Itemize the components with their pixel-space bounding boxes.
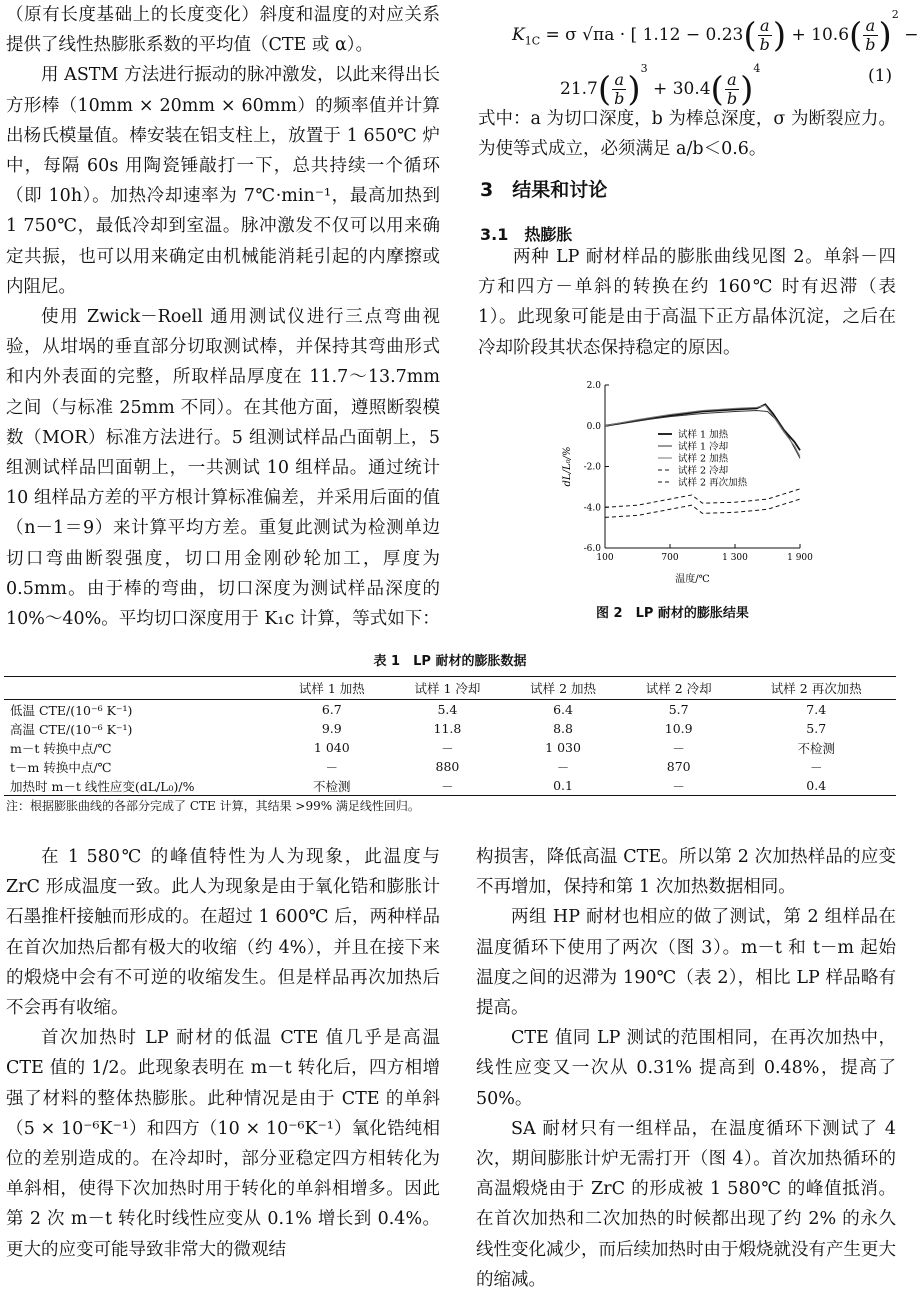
eq-paren: ( xyxy=(710,69,724,110)
table-cell: 6.4 xyxy=(553,702,573,717)
y-tick-label: -4.0 xyxy=(583,503,601,514)
equation-number: (1) xyxy=(868,66,893,86)
legend-label: 试样 1 冷却 xyxy=(678,441,729,453)
eq-exp: 3 xyxy=(640,62,648,75)
eq-paren: ( xyxy=(849,15,863,56)
table-cell: 不检测 xyxy=(797,740,835,756)
row-label: m－t 转换中点/℃ xyxy=(10,740,112,756)
eq-fraction xyxy=(758,17,772,54)
table-cell: － xyxy=(556,759,570,775)
y-axis-label: dL/L₀/% xyxy=(562,446,573,487)
row-label: t－m 转换中点/℃ xyxy=(10,759,112,775)
table-cell: 9.9 xyxy=(321,721,342,736)
legend-label: 试样 2 加热 xyxy=(678,453,729,465)
equation-line-1 xyxy=(512,8,918,56)
x-tick-label: 700 xyxy=(661,553,679,563)
table-cell: 5.4 xyxy=(437,702,458,717)
table-cell: 7.4 xyxy=(806,702,827,717)
paragraph: SA 耐材只有一组样品，在温度循环下测试了 4 次，期间膨胀计炉无需打开（图 4）。首次加热循环的高温煅烧由于 ZrC 的形成被 1 580℃ 的峰值抵消。在首次加热和二次加热的时候都出现了约 2% 的永久线性变化减少，而后续加热时由于煅烧就没有产生更大的缩减。 xyxy=(476,1118,896,1290)
eq-part: − xyxy=(904,25,918,45)
section-heading: 3 结果和讨论 xyxy=(480,179,608,201)
table-cell: 不检测 xyxy=(274,776,390,796)
eq-fraction xyxy=(612,71,626,108)
eq-paren: ( xyxy=(597,69,612,110)
paragraph: 使用 Zwick－Roell 通用测试仪进行三点弯曲视验，从坩埚的垂直部分切取测试棒，并保持其弯曲形式和内外表面的完整，所取样品厚度在 11.7～13.7mm 之间（与标准 25mm 不同）。在其他方面，遵照断裂模数（MOR）标准方法进行。5 组测试样品凸面朝上，5 组测试样品凹面朝上，一共测试 10 组样品。通过统计 10 组样品方差的平方根计算标准偏差，并采用后面的值（n－1＝9）来计算平均方差。重复此测试为检测单边切口弯曲断裂强度，切口用金刚砂轮加工，厚度为 0.5mm。由于棒的弯曲，切口深度为测试样品深度的 10%～40%。平均切口深度用于 K₁c 计算，等式如下： xyxy=(6,307,440,630)
table-cell: 8.8 xyxy=(553,721,573,736)
table-cell: 5.7 xyxy=(806,721,827,736)
eq-paren: ) xyxy=(627,69,641,110)
eq-paren: ) xyxy=(878,15,892,56)
eq-part: = σ √πa · [ 1.12 − 0.23 xyxy=(540,25,744,45)
subsection-heading: 3.1 热膨胀 xyxy=(480,225,573,244)
expansion-chart xyxy=(548,370,838,595)
paragraph: 两种 LP 耐材样品的膨胀曲线见图 2。单斜－四方和四方－单斜的转换在约 160℃ 时有迟滞（表 1）。此现象可能是由于高温下正方晶体沉淀，之后在冷却阶段其状态保持稳定的原因。 xyxy=(478,247,896,358)
eq-a: a xyxy=(758,17,772,36)
eq-fraction xyxy=(863,17,877,54)
left-column-bottom xyxy=(6,842,440,1265)
figure-caption: 图 2 LP 耐材的膨胀结果 xyxy=(596,606,749,621)
y-tick-label: -6.0 xyxy=(583,544,601,554)
table-header-cell: 试样 2 加热 xyxy=(505,677,621,700)
row-label: 低温 CTE/(10⁻⁶ K⁻¹) xyxy=(10,702,133,718)
table-cell: 1 040 xyxy=(313,740,350,755)
table-cell: 5.7 xyxy=(668,702,689,717)
row-label: 高温 CTE/(10⁻⁶ K⁻¹) xyxy=(10,721,133,737)
table-cell: － xyxy=(621,776,737,796)
table-cell: 870 xyxy=(666,759,691,774)
table-header-cell: 试样 1 加热 xyxy=(274,677,390,700)
table-cell: 880 xyxy=(435,759,460,774)
row-label: 加热时 m－t 线性应变(dL/L₀)/% xyxy=(4,776,274,796)
eq-part: 21.7 xyxy=(560,79,598,99)
table-title: 表 1 LP 耐材的膨胀数据 xyxy=(373,654,527,669)
table-cell: 0.1 xyxy=(505,776,621,796)
table-header-row xyxy=(4,677,896,700)
eq-a: a xyxy=(863,17,877,36)
paragraph: CTE 值同 LP 测试的范围相同，在再次加热中，线性应变又一次从 0.31% 提高到 0.48%，提高了 50%。 xyxy=(476,1028,896,1109)
eq-k: K xyxy=(512,25,525,45)
x-tick-label: 1 300 xyxy=(722,553,748,563)
table-row xyxy=(4,719,896,738)
table-cell: － xyxy=(441,740,454,756)
table-row xyxy=(4,776,896,796)
table-row xyxy=(4,700,896,720)
eq-exp: 4 xyxy=(753,62,761,75)
table-cell: 6.7 xyxy=(321,702,342,717)
table-cell: － xyxy=(809,759,823,775)
table-cell: 0.4 xyxy=(737,776,897,796)
table-header-cell xyxy=(4,677,274,700)
legend-label: 试样 2 冷却 xyxy=(678,465,729,477)
table-cell: － xyxy=(325,759,339,775)
eq-a: a xyxy=(725,71,739,90)
paragraph: 两组 HP 耐材也相应的做了测试，第 2 组样品在温度循环下使用了两次（图 3）。m－t 和 t－m 起始温度之间的迟滞为 190℃（表 2），相比 LP 样品略有提高。 xyxy=(476,907,896,1019)
eq-fraction xyxy=(725,71,739,108)
legend-label: 试样 1 加热 xyxy=(678,429,729,441)
paragraph: 用 ASTM 方法进行振动的脉冲激发，以此来得出长方形棒（10mm × 20mm × 60mm）的频率值并计算出杨氏模量值。棒安装在铝支柱上，放置于 1 650℃ 炉中，每隔 60s 用陶瓷锤敲打一下，总共持续一个循环（即 10h）。加热冷却速率为 7℃·min⁻¹，最高加热到 1 750℃，最低冷却到室温。脉冲激发不仅可以用来确定共振，也可以用来确定由机械能消耗引起的内摩擦或内阻尼。 xyxy=(6,65,440,297)
table-header-cell: 试样 2 冷却 xyxy=(621,677,737,700)
eq-b: b xyxy=(726,89,738,108)
eq-paren: ) xyxy=(772,15,787,56)
equation-line-2 xyxy=(560,62,760,110)
eq-exp: 2 xyxy=(891,8,899,21)
x-axis-label: 温度/℃ xyxy=(675,574,710,585)
eq-b: b xyxy=(614,89,625,108)
eq-k-sub: 1C xyxy=(524,34,541,48)
x-tick-label: 1 900 xyxy=(787,553,813,563)
series-line xyxy=(605,499,800,517)
table-cell: 10.9 xyxy=(664,721,693,736)
expansion-table xyxy=(4,676,896,796)
paragraph: （原有长度基础上的长度变化）斜度和温度的对应关系提供了线性热膨胀系数的平均值（CTE 或 α）。 xyxy=(6,5,440,56)
y-tick-label: 0.0 xyxy=(586,421,601,432)
table-header-cell: 试样 2 再次加热 xyxy=(737,677,897,700)
eq-paren: ) xyxy=(740,69,754,110)
table-cell: － xyxy=(390,776,506,796)
series-line xyxy=(605,489,800,507)
eq-paren: ( xyxy=(743,15,757,56)
eq-b: b xyxy=(759,35,770,54)
table-row xyxy=(4,738,896,757)
table-cell: 1 030 xyxy=(545,740,581,755)
y-tick-label: 2.0 xyxy=(586,381,601,391)
eq-a: a xyxy=(612,71,626,90)
legend-label: 试样 2 再次加热 xyxy=(678,477,748,489)
paragraph: 首次加热时 LP 耐材的低温 CTE 值几乎是高温 CTE 值的 1/2。此现象表明在 m－t 转化后，四方相增强了材料的整体热膨胀。此种情况是由于 CTE 的单斜（5 × 10⁻⁶K⁻¹）和四方（10 × 10⁻⁶K⁻¹）氧化锆纯相位的差别造成的。在冷却时，部分亚稳定四方相转化为单斜相，使得下次加热时用于转化的单斜相增多。因此第 2 次 m－t 转化时线性应变从 0.1% 增长到 0.4%。更大的应变可能导致非常大的微观结 xyxy=(6,1028,440,1260)
table-row xyxy=(4,757,896,776)
eq-part: + 10.6 xyxy=(791,25,850,45)
left-column-top xyxy=(6,0,440,634)
equation-explanation: 式中：a 为切口深度，b 为棒总深度，σ 为断裂应力。为使等式成立，必须满足 a/b＜0.6。 xyxy=(478,109,896,160)
table-cell: － xyxy=(672,740,685,756)
paragraph: 构损害，降低高温 CTE。所以第 2 次加热样品的应变不再增加，保持和第 1 次加热数据相同。 xyxy=(476,847,896,898)
table-cell: 11.8 xyxy=(433,721,462,736)
table-note: 注：根据膨胀曲线的各部分完成了 CTE 计算，其结果 >99% 满足线性回归。 xyxy=(6,799,420,813)
x-tick-label: 100 xyxy=(596,553,614,563)
paragraph: 在 1 580℃ 的峰值特性为人为现象，此温度与 ZrC 形成温度一致。此人为现象是由于氧化锆和膨胀计石墨推杆接触而形成的。在超过 1 600℃ 后，两种样品在首次加热后都有极大的收缩（约 4%），并且在接下来的煅烧中会有不可逆的收缩发生。但是样品再次加热后不会再有收缩。 xyxy=(6,847,440,1019)
eq-b: b xyxy=(865,35,876,54)
y-tick-label: -2.0 xyxy=(583,462,601,473)
eq-part: + 30.4 xyxy=(653,79,711,99)
right-column-bottom xyxy=(476,842,896,1295)
table-header-cell: 试样 1 冷却 xyxy=(390,677,506,700)
